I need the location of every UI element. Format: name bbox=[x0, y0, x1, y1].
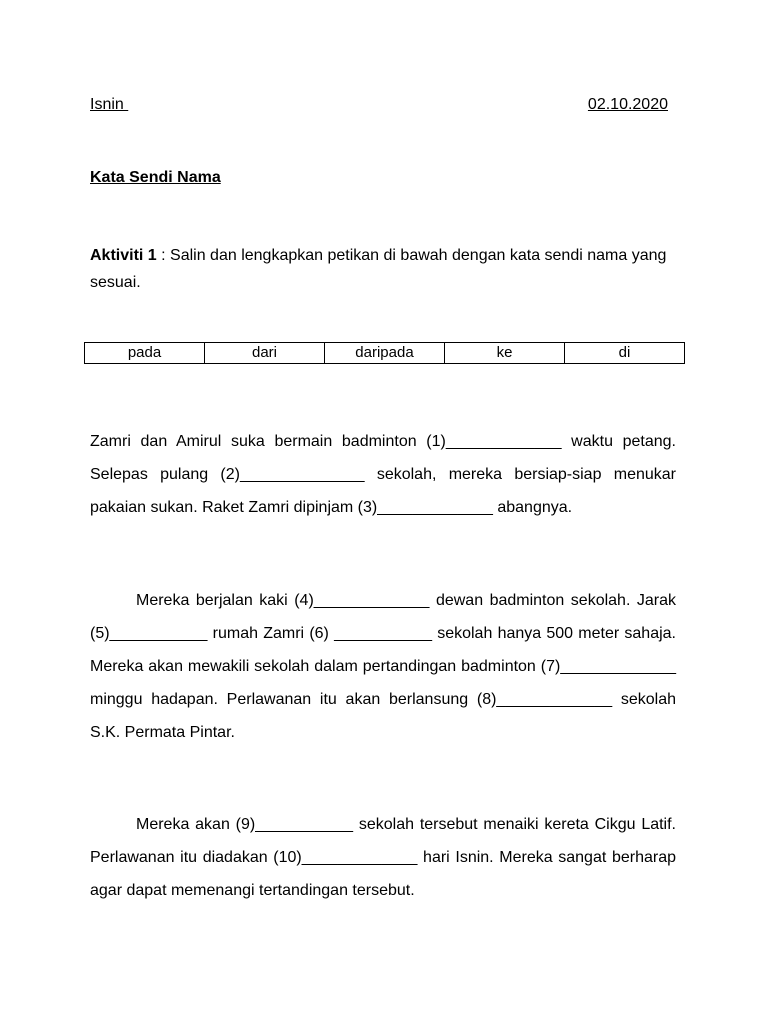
word-bank-table bbox=[84, 342, 685, 364]
word-bank-cell: pada bbox=[85, 343, 205, 364]
word-bank-cell: di bbox=[565, 343, 685, 364]
word-bank-cell: daripada bbox=[325, 343, 445, 364]
day-label: Isnin bbox=[90, 96, 129, 113]
word-bank-cell: dari bbox=[205, 343, 325, 364]
paragraph-2: Mereka berjalan kaki (4)_____________ dewan badminton sekolah. Jarak (5)___________ rumah Zamri (6) ___________ sekolah hanya 500 meter sahaja. Mereka akan mewakili sekolah dalam pertandingan badminton (7)_____________ minggu hadapan. Perlawanan itu akan berlansung (8)_____________ sekolah S.K. Permata Pintar. bbox=[90, 592, 676, 741]
activity-instruction bbox=[90, 242, 680, 296]
word-bank-row bbox=[85, 343, 685, 364]
date-label: 02.10.2020 bbox=[587, 96, 668, 113]
activity-instruction-text: : Salin dan lengkapkan petikan di bawah dengan kata sendi nama yang sesuai. bbox=[90, 247, 667, 291]
word-bank-cell: ke bbox=[445, 343, 565, 364]
paragraph-1: Zamri dan Amirul suka bermain badminton (1)_____________ waktu petang. Selepas pulang (2)______________ sekolah, mereka bersiap-siap menukar pakaian sukan. Raket Zamri dipinjam (3)_____________ abangnya. bbox=[90, 433, 676, 516]
activity-label: Aktiviti 1 bbox=[90, 247, 157, 264]
paragraph-3: Mereka akan (9)___________ sekolah tersebut menaiki kereta Cikgu Latif. Perlawanan itu diadakan (10)_____________ hari Isnin. Mereka sangat berharap agar dapat memenangi tertandingan tersebut. bbox=[90, 816, 676, 899]
page-title: Kata Sendi Nama bbox=[90, 169, 221, 186]
